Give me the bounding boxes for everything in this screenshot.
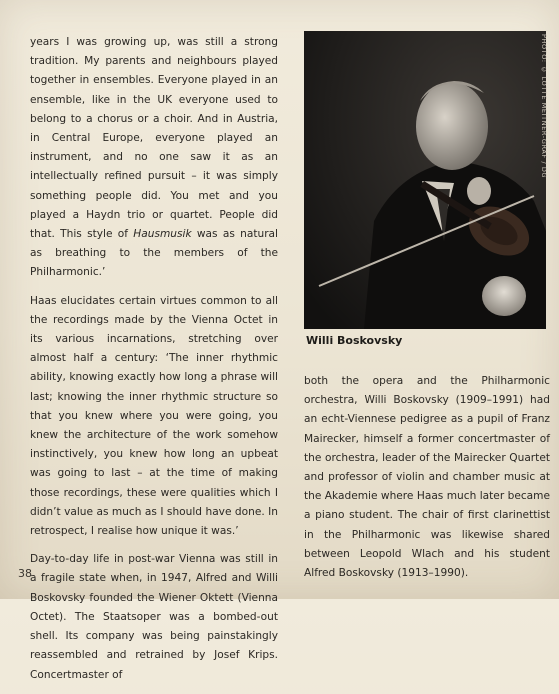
- right-text-column: [304, 372, 550, 583]
- photo-caption: Willi Boskovsky: [306, 334, 403, 347]
- left-text-column: [30, 33, 278, 694]
- violinist-photo: [304, 31, 546, 329]
- photo-illustration: [304, 31, 546, 329]
- paragraph: both the opera and the Philharmonic orchestra, Willi Boskovsky (1909–1991) had an echt-Viennese pedigree as a pupil of Franz Mairecker, himself a former concertmaster of the orchestra, leader of the Mairecker Quartet and professor of violin and chamber music at the Akademie where Haas much later became a piano student. The chair of first clarinettist in the Philharmonic was likewise shared between Leopold Wlach and his student Alfred Boskovsky (1913–1990).: [304, 375, 550, 580]
- paragraph-text: was as natural as breathing to the members of the Philharmonic.’: [30, 228, 278, 279]
- paragraph: [30, 33, 278, 283]
- paragraph-text: years I was growing up, was still a strong tradition. My parents and neighbours played together in ensembles. Everyone played in an ensemble, like in the UK everyone used to belong to a chorus or a choir. And in Austria, in Central Europe, everyone played an instrument, and no one saw it as an intellectually refined pursuit – it was simply something people did. You met and you played a Haydn trio or quartet. People did that. This style of: [30, 36, 278, 241]
- photo-credit: PHOTO: © LOTTE MEITNER-GRAF / DG: [540, 34, 548, 179]
- paragraph: Day-to-day life in post-war Vienna was still in a fragile state when, in 1947, Alfred and Willi Boskovsky founded the Wiener Oktett (Vienna Octet). The Staatsoper was a bombed-out shell. Its company was being painstakingly reassembled and retrained by Josef Krips. Concertmaster of: [30, 553, 278, 681]
- italic-term: Hausmusik: [133, 228, 192, 241]
- page-number: 38: [18, 567, 32, 580]
- paragraph: Haas elucidates certain virtues common to all the recordings made by the Vienna Octet in its various incarnations, stretching over almost half a century: ‘The inner rhythmic ability, knowing exactly how long a phrase will last; knowing the inner rhythmic structure so that you knew where you were going, you knew the architecture of the work somehow instinctively, you knew how long an upbeat was going to last – at the time of making those recordings, these were qualities which I didn’t value as much as I should have done. In retrospect, I realise how unique it was.’: [30, 294, 278, 538]
